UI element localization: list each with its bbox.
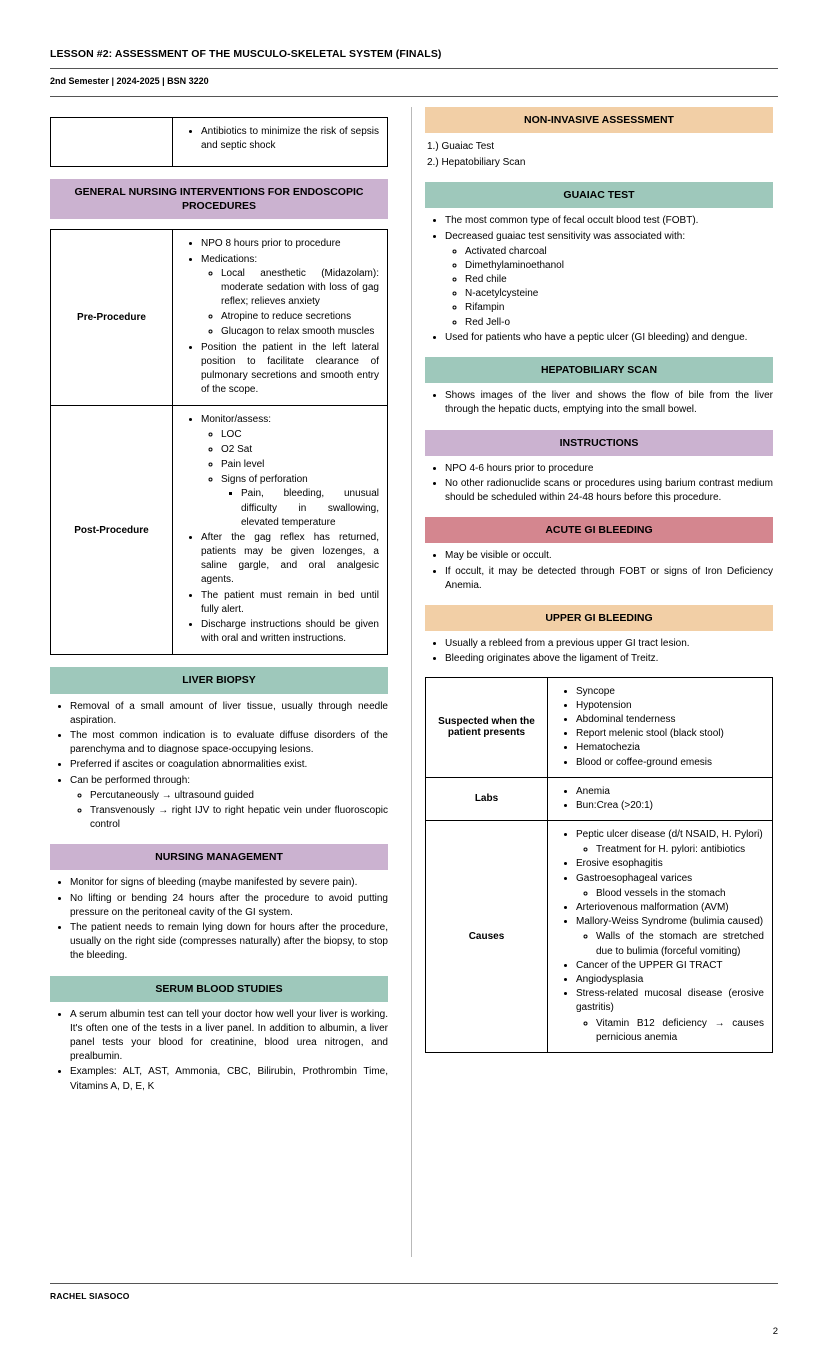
list-item: ◦ LOC <box>221 428 379 442</box>
list-item: • After the gag reflex has returned, patients may be given lozenges, a saline gargle, and oral analgesic agents. <box>201 531 379 588</box>
list-item: • Anemia <box>576 785 764 799</box>
list-item: ◦ Treatment for H. pylori: antibiotics <box>596 843 764 857</box>
list-item: • Report melenic stool (black stool) <box>576 727 764 741</box>
endoscopic-procedure-table <box>50 229 388 655</box>
serum-blood-studies-banner: SERUM BLOOD STUDIES <box>50 976 388 1002</box>
acute-gi-bleeding-list <box>425 549 773 593</box>
nursing-management-banner: NURSING MANAGEMENT <box>50 844 388 870</box>
liver-biopsy-banner: LIVER BIOPSY <box>50 667 388 693</box>
peptic-ulcer-sublist <box>576 843 764 857</box>
list-item: • Hematochezia <box>576 741 764 755</box>
general-interventions-banner: GENERAL NURSING INTERVENTIONS FOR ENDOSCOPIC PROCEDURES <box>50 179 388 219</box>
varices-sublist <box>576 887 764 901</box>
list-item: • Cancer of the UPPER GI TRACT <box>576 959 764 973</box>
list-item: ◦ Walls of the stomach are stretched due to bulimia (forceful vomiting) <box>596 930 764 958</box>
list-item: • Hypotension <box>576 699 764 713</box>
list-item <box>445 230 773 330</box>
causes-label: Causes <box>426 821 548 1053</box>
stress-mucosal-sublist <box>576 1017 764 1045</box>
list-item <box>576 915 764 959</box>
list-item: • Antibiotics to minimize the risk of sepsis and septic shock <box>201 125 379 153</box>
post-procedure-cell <box>173 406 388 655</box>
list-item-label: Monitor/assess: <box>201 414 272 426</box>
list-item-label: Decreased guaiac test sensitivity was associated with: <box>445 230 686 242</box>
list-item: • Examples: ALT, AST, Ammonia, CBC, Bilirubin, Prothrombin Time, Vitamins A, D, E, K <box>70 1065 388 1093</box>
list-item: • Bleeding originates above the ligament of Treitz. <box>445 652 773 666</box>
table-row <box>426 821 773 1053</box>
list-item: • Preferred if ascites or coagulation abnormalities exist. <box>70 758 388 772</box>
table-row <box>426 677 773 777</box>
list-item-label: Gastroesophageal varices <box>576 872 693 884</box>
suspected-cell <box>548 677 773 777</box>
medications-sublist <box>201 267 379 340</box>
mallory-weiss-sublist <box>576 930 764 958</box>
list-item <box>221 473 379 530</box>
table-row <box>51 118 388 167</box>
page-subtitle: 2nd Semester | 2024-2025 | BSN 3220 <box>50 76 209 86</box>
list-item: • Bun:Crea (>20:1) <box>576 799 764 813</box>
list-item: ◦ N-acetylcysteine <box>465 287 773 301</box>
list-item: • No other radionuclide scans or procedures using barium contrast medium should be scheduled within 24-48 hours before this procedure. <box>445 477 773 505</box>
empty-label-cell <box>51 118 173 167</box>
list-item: • The most common type of fecal occult blood test (FOBT). <box>445 214 773 228</box>
list-item: • Arteriovenous malformation (AVM) <box>576 901 764 915</box>
two-column-layout <box>50 107 778 1257</box>
left-column <box>50 107 402 1095</box>
page-number: 2 <box>772 1326 778 1337</box>
page-title: LESSON #2: ASSESSMENT OF THE MUSCULO-SKELETAL SYSTEM (FINALS) <box>50 48 442 60</box>
acute-gi-bleeding-banner: ACUTE GI BLEEDING <box>425 517 773 543</box>
list-item <box>201 253 379 340</box>
labs-label: Labs <box>426 777 548 820</box>
list-item: ◦ Transvenously → right IJV to right hepatic vein under fluoroscopic control <box>90 804 388 832</box>
guaiac-test-list <box>425 214 773 345</box>
list-item: • Erosive esophagitis <box>576 857 764 871</box>
list-item-label: Signs of perforation <box>221 474 308 486</box>
antibiotics-cell <box>173 118 388 167</box>
hepatobiliary-scan-list <box>425 389 773 417</box>
monitor-sublist <box>201 428 379 530</box>
list-item: • Angiodysplasia <box>576 973 764 987</box>
post-procedure-list <box>181 413 379 646</box>
gi-bleeding-table <box>425 677 773 1053</box>
list-item: • May be visible or occult. <box>445 549 773 563</box>
labs-cell <box>548 777 773 820</box>
list-item: ◦ Red chile <box>465 273 773 287</box>
list-item: • No lifting or bending 24 hours after the procedure to avoid putting pressure on the peritoneal cavity of the GI system. <box>70 892 388 920</box>
list-item: • Monitor for signs of bleeding (maybe manifested by severe pain). <box>70 876 388 890</box>
causes-cell <box>548 821 773 1053</box>
list-item <box>201 413 379 530</box>
non-invasive-item-1: 1.) Guaiac Test <box>427 141 495 153</box>
list-item: ◦ O2 Sat <box>221 443 379 457</box>
header-divider <box>50 68 778 69</box>
document-header <box>50 48 778 97</box>
guaiac-sensitivity-sublist <box>445 245 773 330</box>
non-invasive-item-2: 2.) Hepatobiliary Scan <box>427 157 526 169</box>
labs-list <box>556 785 764 813</box>
list-item: • The patient needs to remain lying down for hours after the procedure, usually on the right side (compresses naturally) after the biopsy, to stop the bleeding. <box>70 921 388 964</box>
instructions-list <box>425 462 773 506</box>
list-item <box>576 987 764 1045</box>
suspected-list <box>556 685 764 770</box>
subtitle-divider <box>50 96 778 97</box>
list-item: ◦ Dimethylaminoethanol <box>465 259 773 273</box>
serum-blood-studies-list <box>50 1008 388 1094</box>
post-procedure-label: Post-Procedure <box>51 406 173 655</box>
list-item <box>576 828 764 857</box>
list-item: • Used for patients who have a peptic ulcer (GI bleeding) and dengue. <box>445 331 773 345</box>
list-item <box>70 774 388 833</box>
table-row <box>51 406 388 655</box>
list-item: • Syncope <box>576 685 764 699</box>
list-item-label: Peptic ulcer disease (d/t NSAID, H. Pylori) <box>576 829 763 841</box>
list-item: • If occult, it may be detected through FOBT or signs of Iron Deficiency Anemia. <box>445 565 773 593</box>
list-item: • Position the patient in the left lateral position to facilitate clearance of pulmonary secretions and smooth entry of the scope. <box>201 341 379 398</box>
right-column <box>421 107 773 1057</box>
list-item-label: Medications: <box>201 253 258 265</box>
guaiac-test-banner: GUAIAC TEST <box>425 182 773 208</box>
biopsy-route-sublist <box>70 789 388 833</box>
list-item: • NPO 8 hours prior to procedure <box>201 237 379 251</box>
list-item-label: Stress-related mucosal disease (erosive gastritis) <box>576 988 764 1014</box>
list-item: ◦ Activated charcoal <box>465 245 773 259</box>
list-item: • NPO 4-6 hours prior to procedure <box>445 462 773 476</box>
hepatobiliary-scan-banner: HEPATOBILIARY SCAN <box>425 357 773 383</box>
list-item-label: Can be performed through: <box>70 774 191 786</box>
pre-procedure-list <box>181 237 379 397</box>
list-item: • Blood or coffee-ground emesis <box>576 756 764 770</box>
upper-gi-bleeding-banner: UPPER GI BLEEDING <box>425 605 773 631</box>
pre-procedure-label: Pre-Procedure <box>51 230 173 406</box>
list-item: ◦ Atropine to reduce secretions <box>221 310 379 324</box>
pre-procedure-cell <box>173 230 388 406</box>
list-item: ◦ Pain level <box>221 458 379 472</box>
list-item: ◦ Percutaneously → ultrasound guided <box>90 789 388 803</box>
footer-divider <box>50 1283 778 1284</box>
list-item: • Shows images of the liver and shows the flow of bile from the liver through the hepatic ducts, emptying into the small bowel. <box>445 389 773 417</box>
column-divider <box>411 107 412 1257</box>
list-item: • The most common indication is to evaluate diffuse disorders of the parenchyma and to diagnose space-occupying lesions. <box>70 729 388 757</box>
list-item: • A serum albumin test can tell your doctor how well your liver is working. It's often one of the tests in a liver panel. In addition to albumin, a liver panel tests your blood for creatinine, blood urea nitrogen, and prealbumin. <box>70 1008 388 1065</box>
list-item: ◦ Rifampin <box>465 301 773 315</box>
list-item: • Discharge instructions should be given with oral and written instructions. <box>201 618 379 646</box>
antibiotics-table <box>50 117 388 167</box>
non-invasive-assessment-banner: NON-INVASIVE ASSESSMENT <box>425 107 773 133</box>
list-item: • Removal of a small amount of liver tissue, usually through needle aspiration. <box>70 700 388 728</box>
perforation-signs-sublist <box>221 487 379 530</box>
list-item: • Usually a rebleed from a previous upper GI tract lesion. <box>445 637 773 651</box>
list-item-label: Mallory-Weiss Syndrome (bulimia caused) <box>576 916 764 928</box>
list-item: • Abdominal tenderness <box>576 713 764 727</box>
nursing-management-list <box>50 876 388 963</box>
list-item: • The patient must remain in bed until fully alert. <box>201 589 379 617</box>
liver-biopsy-list <box>50 700 388 833</box>
table-row <box>51 230 388 406</box>
upper-gi-bleeding-list <box>425 637 773 666</box>
list-item: ▪ Pain, bleeding, unusual difficulty in swallowing, elevated temperature <box>241 487 379 530</box>
list-item <box>576 872 764 901</box>
causes-list <box>556 828 764 1045</box>
instructions-banner: INSTRUCTIONS <box>425 430 773 456</box>
list-item: ◦ Vitamin B12 deficiency → causes pernicious anemia <box>596 1017 764 1045</box>
antibiotics-list <box>181 125 379 153</box>
table-row <box>426 777 773 820</box>
list-item: ◦ Local anesthetic (Midazolam): moderate sedation with loss of gag reflex; relieves anxiety <box>221 267 379 310</box>
suspected-label: Suspected when the patient presents <box>426 677 548 777</box>
footer-author: RACHEL SIASOCO <box>50 1291 130 1301</box>
list-item: ◦ Red Jell-o <box>465 316 773 330</box>
list-item: ◦ Glucagon to relax smooth muscles <box>221 325 379 339</box>
list-item: ◦ Blood vessels in the stomach <box>596 887 764 901</box>
